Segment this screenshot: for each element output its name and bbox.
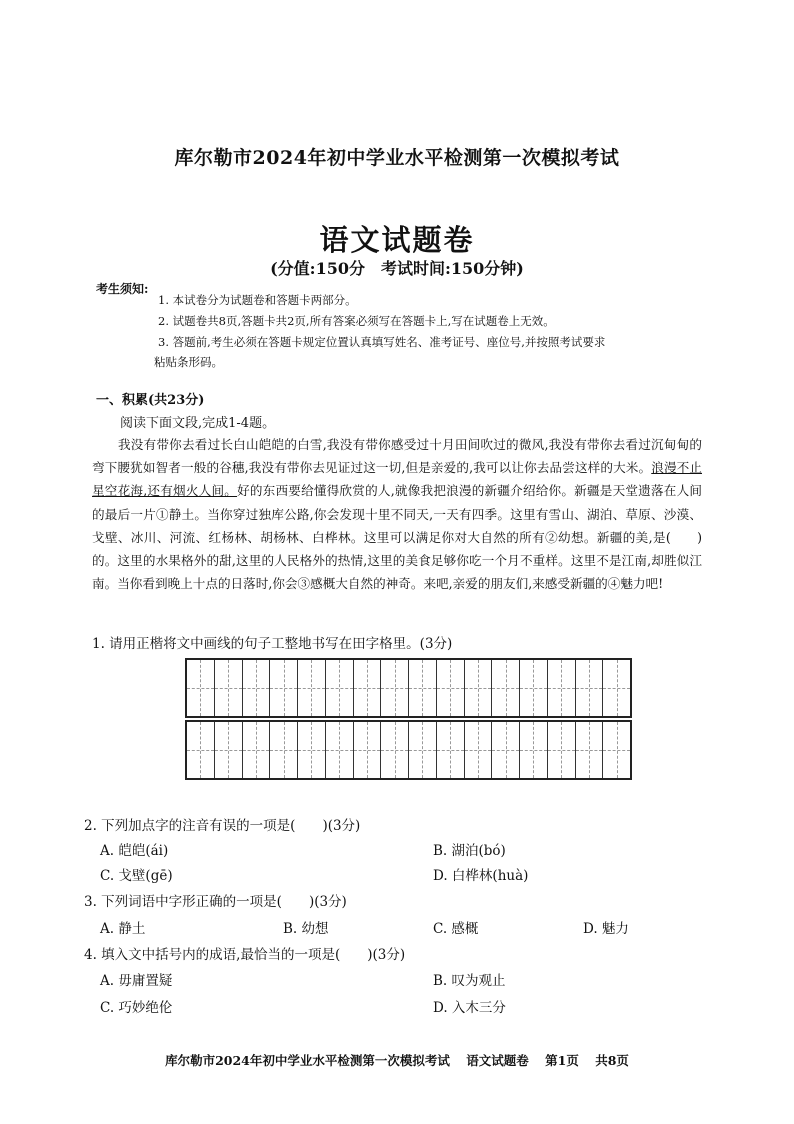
notice-item: 1. 本试卷分为试题卷和答题卡两部分。 — [158, 293, 357, 307]
option-b[interactable]: B. 湖泊(bó) — [433, 843, 506, 859]
question-3: 3. 下列词语中字形正确的一项是( )(3分) — [84, 894, 347, 910]
option-d[interactable]: D. 魅力 — [583, 921, 629, 937]
question-4: 4. 填入文中括号内的成语,最恰当的一项是( )(3分) — [84, 947, 406, 963]
question-1: 1. 请用正楷将文中画线的句子工整地书写在田字格里。(3分) — [92, 636, 453, 652]
reading-instruction: 阅读下面文段,完成1-4题。 — [120, 416, 276, 431]
option-b[interactable]: B. 幼想 — [283, 921, 329, 937]
notice-item: 粘贴条形码。 — [154, 355, 223, 369]
option-b[interactable]: B. 叹为观止 — [433, 973, 506, 989]
option-a[interactable]: A. 皑皑(ái) — [100, 843, 169, 859]
footer-exam-title: 库尔勒市2024年初中学业水平检测第一次模拟考试 — [165, 1053, 450, 1068]
footer-page: 第1页 — [545, 1053, 579, 1068]
notice-item: 3. 答题前,考生必须在答题卡规定位置认真填写姓名、准考证号、座位号,并按照考试要求 — [158, 335, 606, 349]
writing-grid-row-2[interactable] — [185, 720, 632, 780]
reading-passage — [92, 433, 702, 595]
passage-text: 好的东西要给懂得欣赏的人,就像我把浪漫的新疆介绍给你。新疆是天堂遗落在人间的最后一片①静土。当你穿过独库公路,你会发现十里不同天,一天有四季。这里有雪山、湖泊、草原、沙漠、戈壁、冰川、河流、红杨林、胡杨林、白桦林。这里可以满足你对大自然的所有②幼想。新疆的美,是( )的。这里的水果格外的甜,这里的人民格外的热情,这里的美食足够你吃一个月不重样。这里不是江南,却胜似江南。当你看到晚上十点的日落时,你会③感概大自然的神奇。来吧,亲爱的朋友们,来感受新疆的④魅力吧! — [92, 483, 702, 592]
question-2: 2. 下列加点字的注音有误的一项是( )(3分) — [84, 818, 361, 834]
section-heading: 一、积累(共23分) — [96, 393, 205, 408]
notice-item: 2. 试题卷共8页,答题卡共2页,所有答案必须写在答题卡上,写在试题卷上无效。 — [158, 314, 555, 328]
option-a[interactable]: A. 静土 — [100, 921, 146, 937]
underlined-sentence: 浪漫不止星空花海,还有烟火人间。 — [92, 460, 702, 499]
exam-title: 库尔勒市2024年初中学业水平检测第一次模拟考试 — [174, 147, 620, 169]
writing-grid-row-1[interactable] — [185, 658, 632, 718]
option-d[interactable]: D. 白桦林(huà) — [433, 868, 529, 884]
footer-paper: 语文试题卷 — [466, 1053, 529, 1068]
option-c[interactable]: C. 戈壁(gē) — [100, 868, 173, 884]
paper-title: 语文试题卷 — [319, 223, 475, 257]
option-a[interactable]: A. 毋庸置疑 — [100, 973, 173, 989]
passage-text: 我没有带你去看过长白山皑皑的白雪,我没有带你感受过十月田间吹过的微风,我没有带你去看过沉甸甸的弯下腰犹如智者一般的谷穗,我没有带你去见证过这一切,但是亲爱的,我可以让你去品尝这样的大米。 — [92, 437, 702, 476]
option-d[interactable]: D. 入木三分 — [433, 1000, 506, 1016]
notice-heading: 考生须知: — [96, 282, 149, 296]
option-c[interactable]: C. 感概 — [433, 921, 479, 937]
page-footer — [0, 1051, 794, 1069]
paper-meta: (分值:150分 考试时间:150分钟) — [270, 259, 524, 278]
footer-total: 共8页 — [595, 1053, 629, 1068]
option-c[interactable]: C. 巧妙绝伦 — [100, 1000, 173, 1016]
